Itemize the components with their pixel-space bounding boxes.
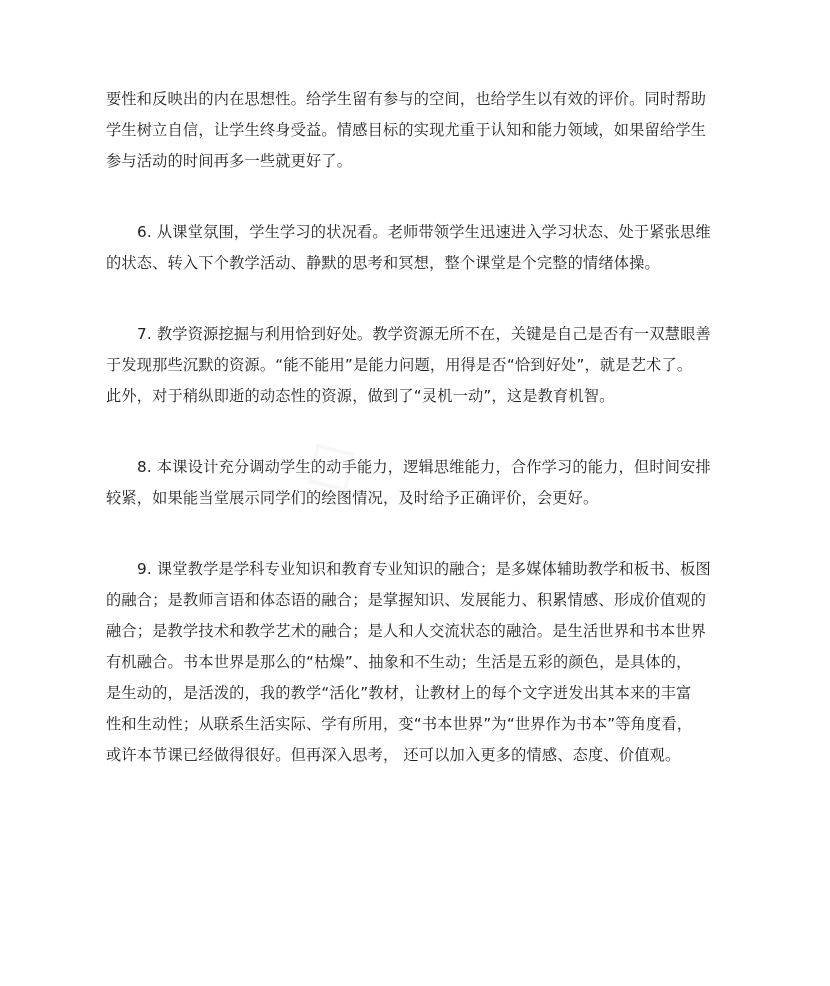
text-line: 此外，对于稍纵即逝的动态性的资源，做到了“灵机一动”，这是教育机智。 xyxy=(106,387,615,405)
paragraph-item-8 xyxy=(106,452,726,514)
text-line: 参与活动的时间再多一些就更好了。 xyxy=(106,152,353,170)
text-line: 学生树立自信，让学生终身受益。情感目标的实现尤重于认知和能力领域，如果留给学生 xyxy=(106,121,707,139)
text-line: 性和生动性；从联系生活实际、学有所用，变“书本世界”为“世界作为书本”等角度看， xyxy=(106,715,693,733)
text-line: 的融合；是教师言语和体态语的融合；是掌握知识、发展能力、积累情感、形成价值观的 xyxy=(106,591,707,609)
paragraph-continuation xyxy=(106,84,726,177)
text-line: 是生动的，是活泼的，我的教学“活化”教材，让教材上的每个文字迸发出其本来的丰富 xyxy=(106,684,692,702)
paragraph-item-6 xyxy=(106,217,726,279)
text-line: 有机融合。书本世界是那么的“枯燥”、抽象和不生动；生活是五彩的颜色，是具体的， xyxy=(106,653,692,671)
text-line: 9. 课堂教学是学科专业知识和教育专业知识的融合；是多媒体辅助教学和板书、板图 xyxy=(137,560,711,578)
text-line: 或许本节课已经做得很好。但再深入思考， 还可以加入更多的情感、态度、价值观。 xyxy=(106,746,681,764)
document-body xyxy=(106,84,726,811)
text-line: 8. 本课设计充分调动学生的动手能力，逻辑思维能力，合作学习的能力，但时间安排 xyxy=(137,458,711,476)
text-line: 的状态、转入下个教学活动、静默的思考和冥想，整个课堂是个完整的情绪体操。 xyxy=(106,254,660,272)
paragraph-item-7 xyxy=(106,319,726,412)
text-line: 于发现那些沉默的资源。“能不能用”是能力问题，用得是否“恰到好处”，就是艺术了。 xyxy=(106,356,693,374)
text-line: 融合；是教学技术和教学艺术的融合；是人和人交流状态的融洽。是生活世界和书本世界 xyxy=(106,622,707,640)
text-line: 7. 教学资源挖掘与利用恰到好处。教学资源无所不在，关键是自己是否有一双慧眼善 xyxy=(137,325,711,343)
watermark-mark: ◇ xyxy=(281,411,376,515)
paragraph-item-9 xyxy=(106,554,726,771)
text-line: 较紧，如果能当堂展示同学们的绘图情况，及时给予正确评价，会更好。 xyxy=(106,489,599,507)
text-line: 要性和反映出的内在思想性。给学生留有参与的空间，也给学生以有效的评价。同时帮助 xyxy=(106,90,707,108)
text-line: 6. 从课堂氛围，学生学习的状况看。老师带领学生迅速进入学习状态、处于紧张思维 xyxy=(137,223,711,241)
